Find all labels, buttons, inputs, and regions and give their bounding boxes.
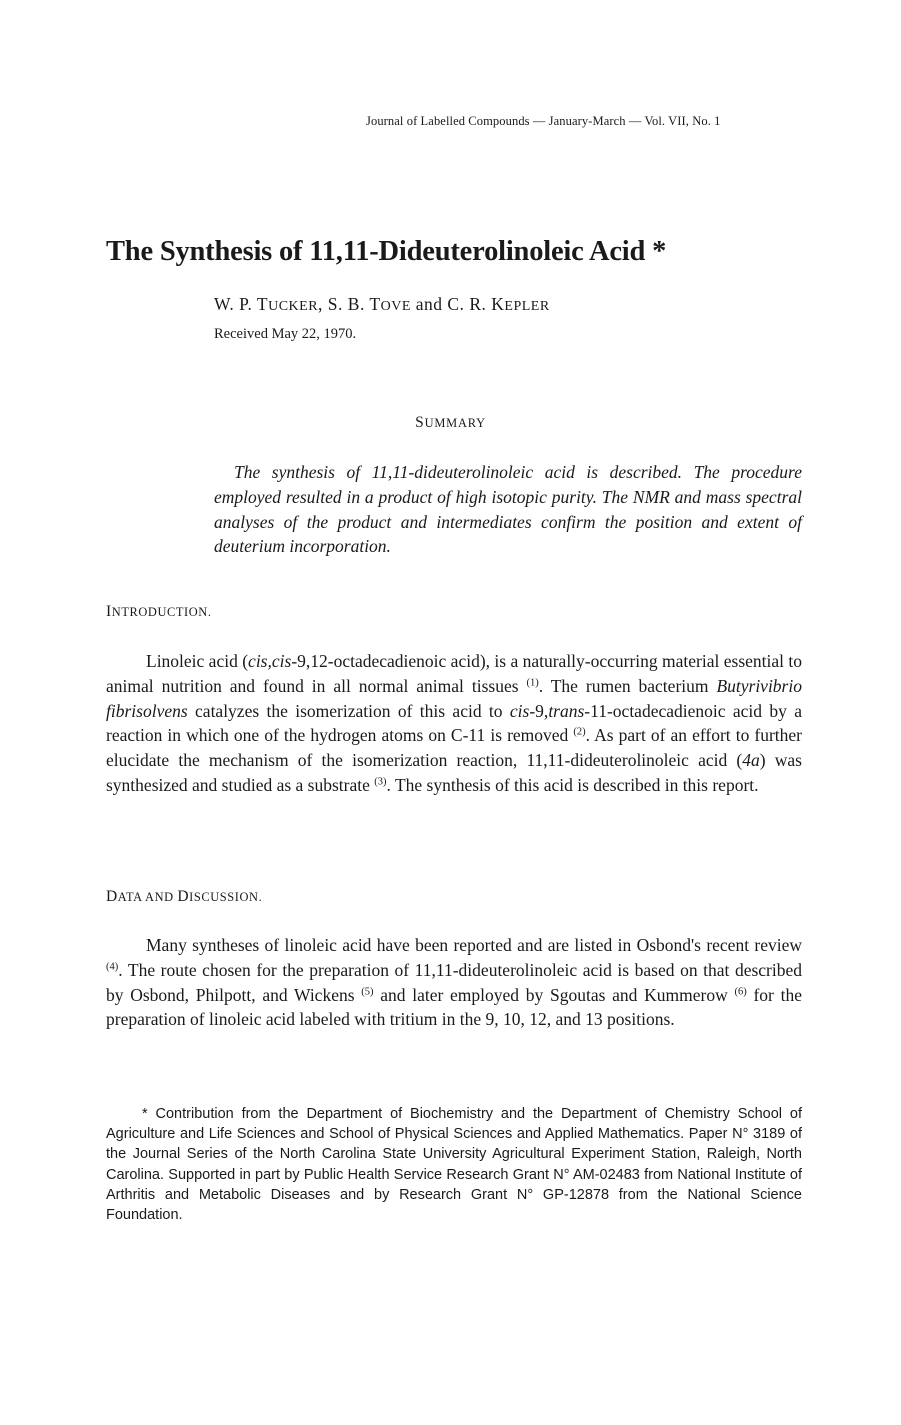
text-run: . The route chosen for the preparation of 11,11-dideuterolinoleic acid is based on that described by Osbond, Philpott, and Wickens: [106, 959, 802, 1005]
running-head: Journal of Labelled Compounds — January-March — Vol. VII, No. 1: [366, 114, 721, 128]
author-surname-rest: EPLER: [504, 299, 550, 314]
summary-text: The synthesis of 11,11-dideuterolinoleic acid is described. The procedure employed resulted in a product of high isotopic purity. The NMR and mass spectral analyses of the product and intermediates confirm the position and extent of deuterium incorporation.: [214, 462, 802, 557]
author-surname-initial: T: [369, 294, 381, 314]
summary-abstract: [214, 460, 802, 559]
heading-rest: ATA AND: [117, 890, 178, 904]
reference-marker: (2): [573, 727, 586, 739]
author-surname-rest: UCKER: [268, 299, 319, 314]
heading-initial: S: [415, 414, 425, 431]
reference-marker: (1): [526, 677, 539, 689]
reference-marker: (3): [374, 776, 387, 788]
heading-initial: I: [106, 603, 112, 620]
heading-rest: ISCUSSION.: [189, 890, 263, 904]
author-surname-initial: K: [491, 294, 505, 314]
text-run: ) was synthesized and studied as a substrate: [106, 750, 802, 795]
text-run: and later employed by Sgoutas and Kummerow: [373, 984, 735, 1005]
footnote-text: * Contribution from the Department of Biochemistry and the Department of Chemistry School of Agriculture and Life Sciences and School of Physical Sciences and Applied Mathematics. Paper N° 3189 of the Journal Series of the North Carolina State University Agricultural Experiment Station, Raleigh, North Carolina. Supported in part by Public Health Service Research Grant N° AM-02483 from National Institute of Arthritis and Metabolic Diseases and by Research Grant N° GP-12878 from the National Science Foundation.: [106, 1106, 802, 1224]
text-run: Linoleic acid (: [146, 651, 249, 671]
paragraph-text: [106, 649, 802, 798]
author-list: [214, 294, 550, 315]
text-run: -9,: [529, 700, 549, 721]
data-discussion-heading: [106, 888, 262, 906]
reference-marker: (5): [361, 986, 374, 998]
summary-heading: [0, 414, 901, 432]
heading-initial: D: [177, 888, 190, 905]
reference-marker: (4): [106, 961, 119, 973]
text-run: -11-octadecadienoic acid by a reaction in which one of the hydrogen atoms on C-11 is removed: [106, 700, 802, 746]
text-run: Many syntheses of linoleic acid have been reported and are listed in Osbond's recent review: [146, 935, 802, 955]
italic-run: Butyrivibrio fibrisolvens: [106, 675, 802, 721]
italic-run: cis,cis: [248, 651, 292, 671]
received-date: Received May 22, 1970.: [214, 326, 357, 342]
author-initials: W. P.: [214, 294, 257, 314]
italic-run: trans: [548, 700, 585, 721]
footnote: [106, 1104, 802, 1225]
paragraph-text: [106, 933, 802, 1032]
text-run: -9,12-octadecadienoic acid), is a naturally-occurring material essential to animal nutrition and found in all normal animal tissues: [106, 651, 802, 696]
data-discussion-paragraph: [106, 933, 802, 1032]
text-run: . The rumen bacterium: [538, 675, 717, 696]
text-run: catalyzes the isomerization of this acid to: [187, 700, 510, 721]
author-separator: , S. B.: [318, 294, 370, 314]
italic-run: 4a: [742, 750, 760, 771]
heading-rest: UMMARY: [424, 416, 486, 430]
paper-title: The Synthesis of 11,11-Dideuterolinoleic Acid *: [106, 236, 667, 267]
heading-initial: D: [106, 888, 118, 905]
italic-run: cis: [509, 700, 530, 721]
reference-marker: (6): [734, 986, 747, 998]
text-run: . As part of an effort to further elucidate the mechanism of the isomerization reaction, 11,11-dideuterolinoleic acid (: [106, 725, 802, 771]
text-run: . The synthesis of this acid is described in this report.: [386, 774, 759, 795]
introduction-paragraph: [106, 649, 802, 798]
introduction-heading: [106, 603, 212, 621]
text-run: for the preparation of linoleic acid labeled with tritium in the 9, 10, 12, and 13 positions.: [106, 984, 802, 1030]
author-surname-rest: OVE: [380, 299, 411, 314]
heading-rest: NTRODUCTION.: [111, 605, 212, 619]
author-separator: and C. R.: [410, 294, 492, 314]
author-surname-initial: T: [256, 294, 269, 314]
